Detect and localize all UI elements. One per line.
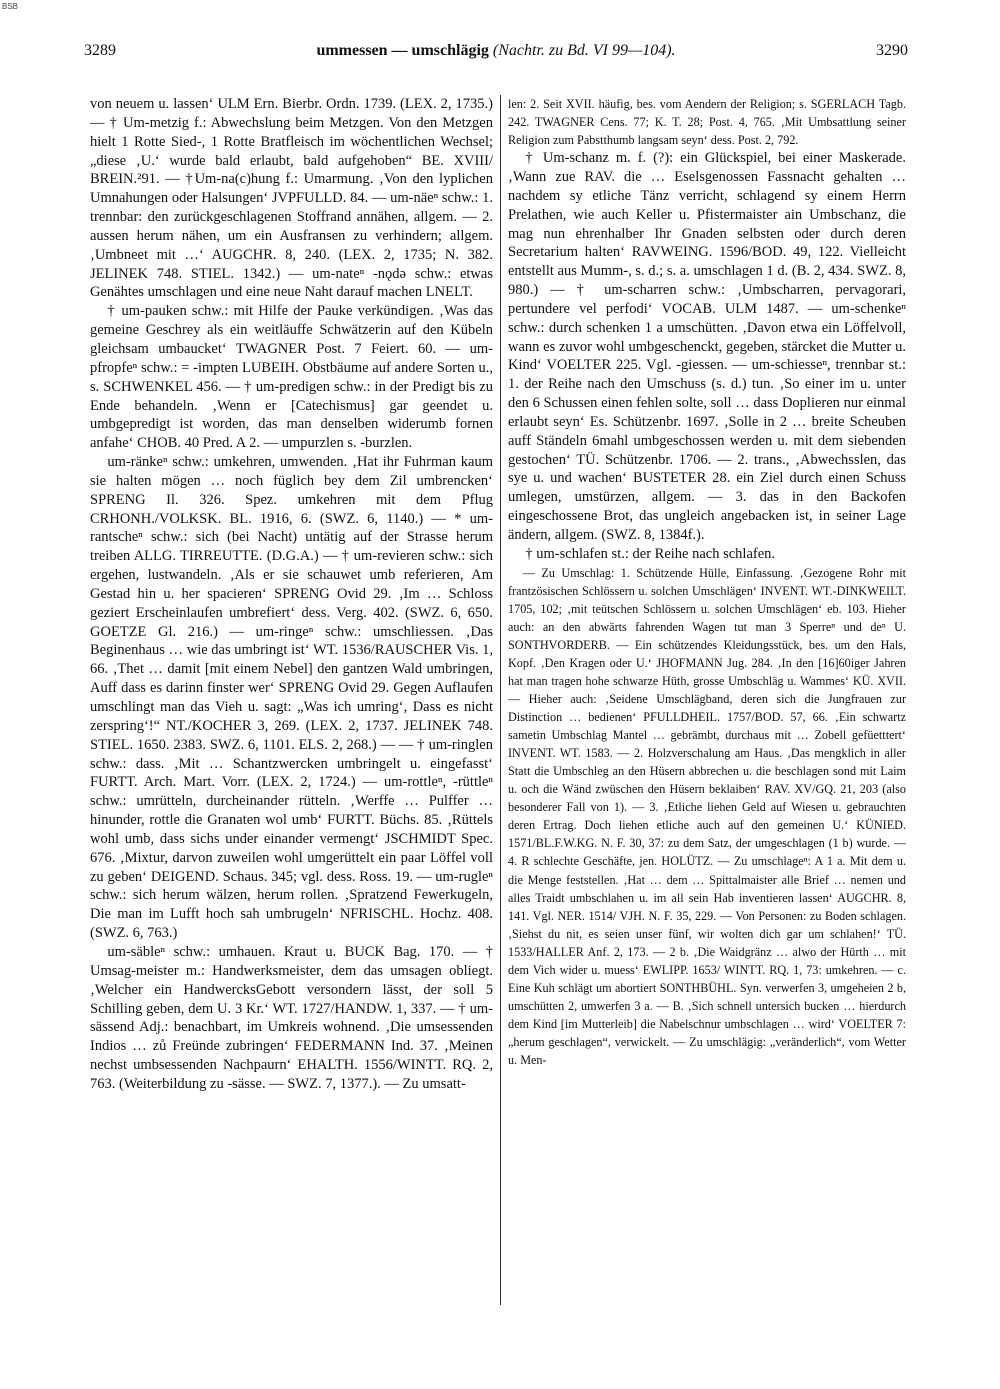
entry-paragraph: von neuem u. lassen‘ ULM Ern. Bierbr. Ordn. 1739. (LEX. 2, 1735.) — † Um-metzig f.: Abwechslung beim Metzgen. Von den Metzgen hielt 1 Rotte Sied-, 1 Rotte Bratfleisch im wöchentlichen Wechsel; „diese ‚U.‘ wurde bald erlaubt, bald aufgehoben“ BE. XVIII/ BREIN.²91. — †Um-na(c)hung f.: Umarmung. ‚Von den lyplichen Umnahungen oder Halsungen‘ JVPFULLD. 84. — um-näeⁿ schw.: 1. trennbar: den zurückgeschlagenen Stoffrand annähen, allgem. — 2. aussen herum nähen, um ein Ausfransen zu verhindern; allgem. ‚Umbneet mit …‘ AUGCHR. 8, 240. (LEX. 2, 1735; N. 382. JELINEK 748. STIEL. 1342.) — um-nateⁿ -nǫdə schw.: etwas Genähtes umschlagen und eine neue Naht darauf machen LNELT.: [90, 96, 493, 301]
page-number-right: 3290: [876, 42, 908, 59]
page-number-left: 3289: [84, 42, 116, 59]
entry-paragraph: † um-pauken schw.: mit Hilfe der Pauke verkündigen. ‚Was das gemeine Geschrey als ein weitläuffe Schwätzerin auf den Kübeln gleichsam umbaucket‘ TWAGNER Post. 7 Feiert. 60. — um-pfropfeⁿ schw.: = -impten LUBEIH. Obstbäume auf andere Sorten u., s. SCHWENKEL 456. — † um-predigen schw.: in der Predigt bis zu Ende behandeln. ‚Wenn er [Catechismus] gar geendet u. umbgepredigt ist worden, das man denselben widerumb fornen anfahe‘ CHOB. 40 Pred. A 2. — umpurzlen s. -burzlen.: [90, 303, 493, 452]
column-divider: [500, 95, 501, 1305]
left-column: [90, 95, 493, 1305]
page-header: [84, 42, 908, 72]
entry-paragraph: um-ränkeⁿ schw.: umkehren, umwenden. ‚Hat ihr Fuhrman kaum sie halten mögen … noch füglich bey dem Zil umbrencken‘ SPRENG Il. 326. Spez. umkehren mit dem Pflug CRHONH./VOLKSK. BL. 1916, 6. (SWZ. 6, 1140.) — * um-rantscheⁿ schw.: sich (bei Nacht) untätig auf der Strasse herum treiben ALLG. TIRREUTTE. (D.G.A.) — † um-revieren schw.: sich ergehen, lustwandeln. ‚Als er sie schauwet umb referieren, Am Gestad hin u. her spacieren‘ SPRENG Ovid 29. ‚Im … Schloss geziert Erscheinlaufen umbrefiert‘ dess. Verg. 402. (SWZ. 6, 650. GOETZE Gl. 216.) — um-ringeⁿ schw.: umschliessen. ‚Das Beginenhaus … wie das umbringt ist‘ WT. 1536/RAUSCHER Vis. 1, 66. ‚Thet … damit [mit einem Nebel] den gantzen Wald umbringen, Auff dass es darinn finster wer‘ SPRENG Ovid 29. Gegen Auflaufen umschlingt man das Vieh u. sagt: „Was ich umring‘, Dass es nicht zerspring‘!“ NT./KOCHER 3, 269. (LEX. 2, 1737. JELINEK 748. STIEL. 1650. 2383. SWZ. 6, 1101. ELS. 2, 268.) — — † um-ringlen schw.: dass. ‚Mit … Schantzwercken umbringelt u. eingefasst‘ FURTT. Arch. Mart. Vorr. (LEX. 2, 1724.) — um-rottleⁿ, -rüttleⁿ schw.: umrütteln, durcheinander rütteln. ‚Werffe … Pulffer … hinunder, rottle die Granaten wol umb‘ FURTT. Büchs. 85. ‚Rüttels wohl umb, dass sichs under einander vermengt‘ JSCHMIDT Spec. 676. ‚Mixtur, darvon zuweilen wohl umgerüttelt ein paar Löffel voll zu geben‘ DEIGEND. Schaus. 345; vgl. dess. Ross. 19. — um-rugleⁿ schw.: sich herum wälzen, herum rollen. ‚Spratzend Fewerkugeln, Die man im Lufft hoch sah umbrugeln‘ NFRISCHL. Hochz. 408. (SWZ. 6, 763.): [90, 454, 493, 942]
title-reference: (Nachtr. zu Bd. VI 99—104).: [492, 42, 676, 59]
entry-paragraph: len: 2. Seit XVII. häufig, bes. vom Aendern der Religion; s. SGERLACH Tagb. 242. TWAGNER Cens. 77; K. T. 28; Post. 4, 765. ‚Mit Umbsattlung seiner Religion zum Pabstthumb langsam seyn‘ dess. Post. 2, 792.: [508, 97, 906, 148]
entry-paragraph: — Zu Umschlag: 1. Schützende Hülle, Einfassung. ‚Gezogene Rohr mit frantzösischen Schlössern u. solchen Umschlägen‘ INVENT. WT.-DINKWEILT. 1705, 102; ‚mit teütschen Schlössern u. solchen Umschlägen‘ eb. 103. Hieher auch: an den abwärts fahrenden Wagen tut man 3 Sperreⁿ und deⁿ U. SONTHVORDERB. — Ein schützendes Kleidungsstück, bes. um den Hals, Kopf. ‚Den Kragen oder U.‘ JHOFMANN Jug. 284. ‚In den [16]60iger Jahren hat man tragen hohe schwarze Hüth, grosse Umbschläg u. Wammes‘ KÜ. XVII. — Hieher auch: ‚Seidene Umschlägband, deren sich die Jungfrauen zur Distinction … bedienen‘ PFULLDHEIL. 1757/BOD. 57, 66. ‚Ein schwartz sametin Umbschlag Mantel … gebrämbt, durchaus mit … Zobell gefüetttert‘ INVENT. WT. 1583. — 2. Holzverschalung am Haus. ‚Das mengklich in aller Statt die Umbschleg an den Hüsern abbrechen u. die beschlagen sond mit Laim u. och die Wänd zwüschen den Hüsern beklaiben‘ RAV. XV/GQ. 21, 203 (also besonderer Fall von 1). — 3. ‚Etliche liehen Geld auf Wiesen u. gebrauchten deren Ertrag. Doch liehen etliche auch auf den gemeinen U.‘ KÜNIED. 1571/BL.F.W.KG. N. F. 30, 37: zu dem Satz, der umgeschlagen (1 b) wurde. — 4. R schlechte Geschäfte, jen. HOLÜTZ. — Zu umschlageⁿ: A 1 a. Mit dem u. die Menge feststellen. ‚Hat … dem … Spittalmaister alle Brief … nemen und alles Traidt umbschlahen u. im all sein Hab inventieren lassen‘ AUGCHR. 8, 141. Vgl. NER. 1514/ VJH. N. F. 35, 229. — Von Personen: zu Boden schlagen. ‚Siehst du nit, es seien unser fünf, wir wolten dich gar um schlahen!‘ TÜ. 1533/HALLER Anf. 2, 173. — 2 b. ‚Die Waidgränz … alwo der Hürth … mit dem Vich wider u. muess‘ EWLIPP. 1653/ WINTT. RQ. 1, 73: umkehren. — c. Eine Kuh schlägt um abortiert SONTHBÜHL. Syn. verwerfen 3, umgeheien 2 b, umschütten 2, umwerfen 3 a. — B. ‚Sich schnell untersich bucken … hierdurch dem Kind [im Mutterleib] die Nabelschnur umbschlagen … wird‘ VOELTER 7: „herum geschlagen“, verwickelt. — Zu umschlägig: „veränderlich“, vom Wetter u. Men-: [508, 565, 906, 1067]
entry-paragraph: † Um-schanz m. f. (?): ein Glückspiel, bei einer Maskerade. ‚Wann zue RAV. die … Eselsgenossen Fassnacht gehalten … nachdem sy etliche Tänz verricht, schlagend sy einem Herrn Prelathen, wie auch Keller u. Pfistermaister ain Umbschanz, die mag nun ehrenhalber Ihr Gnaden selbsten oder durch deren Secretarium halten‘ RAVWEING. 1596/BOD. 49, 122. Vielleicht entstellt aus Mumm-, s. d.; s. a. umschlagen 1 d. (B. 2, 434. SWZ. 8, 980.) — † um-scharren schw.: ‚Umbscharren, pervagorari, pertundere vel perfodi‘ VOCAB. ULM 1487. — um-schenkeⁿ schw.: durch schenken 1 a umschütten. ‚Davon etwa ein Löffelvoll, wann es zuvor wohl umbgeschenckt, gegeben, stärcket die Mutter u. Kind‘ VOELTER 225. Vgl. -giessen. — um-schiesseⁿ, trennbar st.: 1. der Reihe nach den Umschuss (s. d.) tun. ‚So einer im u. unter den 6 Schussen einen fehlen solte, soll … dass Doplieren nur einmal erlaubt seyn‘ Es. Schützenbr. 1697. ‚Solle in 2 … breite Scheuben auff Ständeln 6mahl umbgeschossen werden u. mit dem siebenden gestochen‘ TÜ. Schützenbr. 1706. — 2. trans., ‚Abwechsslen, das sye u. und wachen‘ BUSTETER 28. ein Ziel durch einen Schuss umlegen, umstürzen, allgem. — 3. das in den Backofen eingeschossene Brot, das ungleich angebacken ist, in seiner Lage ändern, allgem. (SWZ. 8, 1384f.).: [508, 150, 906, 544]
library-mark: BSB: [2, 2, 19, 11]
entry-paragraph: um-säbleⁿ schw.: umhauen. Kraut u. BUCK Bag. 170. — † Umsag-meister m.: Handwerksmeister, dem das umsagen obliegt. ‚Welcher ein HandwercksGebott versondern lässt, der soll 5 Schilling geben, dem U. 3 Kr.‘ WT. 1727/HANDW. 1, 337. — † um-sässend Adj.: benachbart, im Umkreis wohnend. ‚Die umsessenden Indios … zů Freünde zubringen‘ FEDERMANN Ind. 37. ‚Meinen nechst umbsessenden Nachpaurn‘ EHALTH. 1556/WINTT. RQ. 2, 763. (Weiterbildung zu -sässe. — SWZ. 7, 1377.). — Zu umsatt-: [90, 943, 493, 1092]
running-title: [84, 42, 908, 60]
right-column: [508, 95, 906, 1305]
title-main: ummessen — umschlägig: [316, 42, 489, 59]
entry-paragraph: † um-schlafen st.: der Reihe nach schlafen.: [525, 545, 776, 562]
